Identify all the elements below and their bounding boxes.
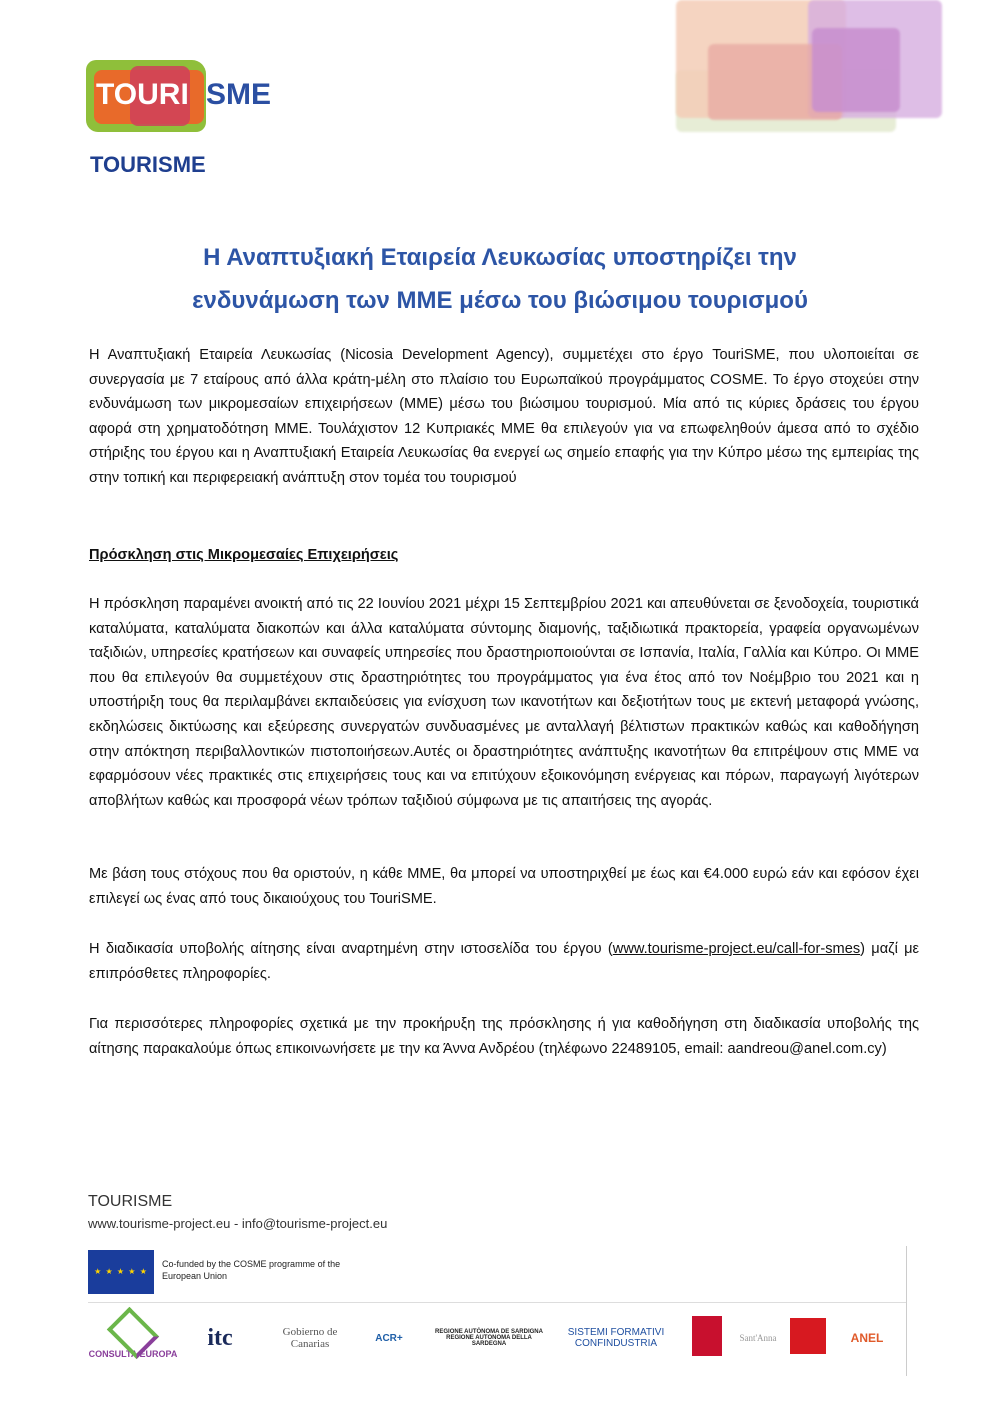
funding-partners-panel xyxy=(88,1246,907,1376)
footer-brand: TOURISME xyxy=(88,1193,173,1210)
anel-logo: ANEL xyxy=(850,1331,884,1345)
institut-paris-logo xyxy=(790,1318,826,1354)
sardegna-logo: REGIONE AUTÒNOMA DE SARDIGNA REGIONE AUTONOMA DELLA SARDEGNA xyxy=(435,1329,543,1347)
title-line-2: ενδυνάμωση των ΜΜΕ μέσω του βιώσιμου τουρισμού xyxy=(192,287,808,314)
paragraph-contact: Για περισσότερες πληροφορίες σχετικά με την προκήρυξη της πρόσκλησης ή για καθοδήγηση στη διαδικασία υποβολής της αίτησης παρακαλούμε όπως επικοινωνήσετε με την κα Άννα Ανδρέου (τηλέφωνο 22489105, email: aandreou@anel.com.cy) xyxy=(89,1016,919,1057)
acr-logo: ACR+ xyxy=(375,1332,403,1344)
institute-management-logo xyxy=(692,1316,722,1356)
section-subheading: Πρόσκληση στις Μικρομεσαίες Επιχειρήσεις xyxy=(89,547,399,563)
tourisme-logo xyxy=(86,60,286,132)
application-text-after: ) μαζί με επιπρόσθετες πληροφορίες. xyxy=(89,941,920,982)
partner-logos xyxy=(88,1308,906,1372)
logo-text-part1: TOURI xyxy=(96,78,189,111)
paragraph-application xyxy=(89,937,919,986)
paragraph-intro: Η Αναπτυξιακή Εταιρεία Λευκωσίας (Nicosia Development Agency), συμμετέχει στο έργο TouriSME, που υλοποιείται σε συνεργασία με 7 εταίρους από άλλα κράτη-μέλη στο πλαίσιο του Ευρωπαϊκού προγράμματος COSME. Το έργο στοχεύει στην ενδυνάμωση των μικρομεσαίων επιχειρήσεων (ΜΜΕ) μέσω του βιώσιμου τουρισμού. Μία από τις κύριες δράσεις του έργου αφορά στη χρηματοδότηση ΜΜΕ. Τουλάχιστον 12 Κυπριακές ΜΜΕ θα επιλεγούν για να επωφεληθούν άμεσα από το σχέδιο στήριξης του έργου και η Αναπτυξιακή Εταιρεία Λευκωσίας θα ενεργεί ως σημείο επαφής για την Κύπρο μέσω της εμπειρίας της στην τοπική και περιφερειακή ανάπτυξη στον τομέα του τουρισμού xyxy=(89,347,919,486)
santanna-logo: Sant'Anna xyxy=(739,1333,777,1343)
eu-flag-icon: ★ ★ ★ ★ ★ xyxy=(88,1250,154,1294)
document-title xyxy=(90,236,910,322)
consulta-europa-logo: CONSULTA EUROPA xyxy=(88,1308,178,1368)
paragraph-call: Η πρόσκληση παραμένει ανοικτή από τις 22 Ιουνίου 2021 μέχρι 15 Σεπτεμβρίου 2021 και απευθύνεται σε ξενοδοχεία, τουριστικά καταλύματα, καταλύματα διακοπών και άλλα καταλύματα σύντομης διαμονής, ταξιδιωτικά πρακτορεία, γραφεία οργανωμένων ταξιδιών, υπηρεσίες κρατήσεων και συναφείς υπηρεσίες που δραστηριοποιούνται σε Ισπανία, Ιταλία, Γαλλία και Κύπρο. Οι ΜΜΕ που θα επιλεγούν θα συμμετέχουν στις δραστηριότητες του προγράμματος για ένα έτος από τον Νοέμβριο του 2021 και η υποστήριξη τους θα περιλαμβάνει εκπαιδεύσεις για ενίσχυση των ικανοτήτων και δεξιοτήτων τους με εκτενή μεταφορά γνώσης, εκδηλώσεις δικτύωσης και εξεύρεσης συνεργατών συνδυασμένες με ανταλλαγή βέλτιστων πρακτικών καθώς και καθοδήγηση στην απόκτηση περιβαλλοντικών πιστοποιήσεων.Αυτές οι δραστηριότητες ανάπτυξης ικανοτήτων θα επιτρέψουν στις ΜΜΕ να εφαρμόσουν νέες πρακτικές στις επιχειρήσεις τους και να επιτύχουν εξοικονόμηση ενέργειας και πόρων, παραγωγή λιγότερων αποβλήτων καθώς και προσφορά νέων τρόπων ταξιδιού σύμφωνα με τις απαιτήσεις της αγοράς. xyxy=(89,596,919,809)
title-line-1: Η Αναπτυξιακή Εταιρεία Λευκωσίας υποστηρίζει την xyxy=(203,244,797,271)
footer-contact: www.tourisme-project.eu - info@tourisme-project.eu xyxy=(88,1216,388,1231)
divider xyxy=(88,1302,906,1303)
brand-heading: TOURISME xyxy=(90,152,206,177)
application-text-before: Η διαδικασία υποβολής αίτησης είναι αναρτημένη στην ιστοσελίδα του έργου ( xyxy=(89,941,613,957)
itc-logo: itc xyxy=(207,1324,233,1351)
eu-funding-text: Co-funded by the COSME programme of the European Union xyxy=(162,1259,341,1281)
call-for-smes-link[interactable]: www.tourisme-project.eu/call-for-smes xyxy=(612,941,861,957)
logo-text-part2: SME xyxy=(206,78,272,111)
sistemi-formativi-logo: SISTEMI FORMATIVI CONFINDUSTRIA xyxy=(567,1327,665,1349)
decorative-watercolor xyxy=(812,28,900,112)
paragraph-funding: Με βάση τους στόχους που θα οριστούν, η κάθε ΜΜΕ, θα μπορεί να υποστηριχθεί με έως και €4.000 ευρώ εάν και εφόσον έχει επιλεγεί ως ένας από τους δικαιούχους του TouriSME. xyxy=(89,866,919,907)
gobierno-canarias-logo: Gobierno de Canarias xyxy=(282,1326,338,1350)
